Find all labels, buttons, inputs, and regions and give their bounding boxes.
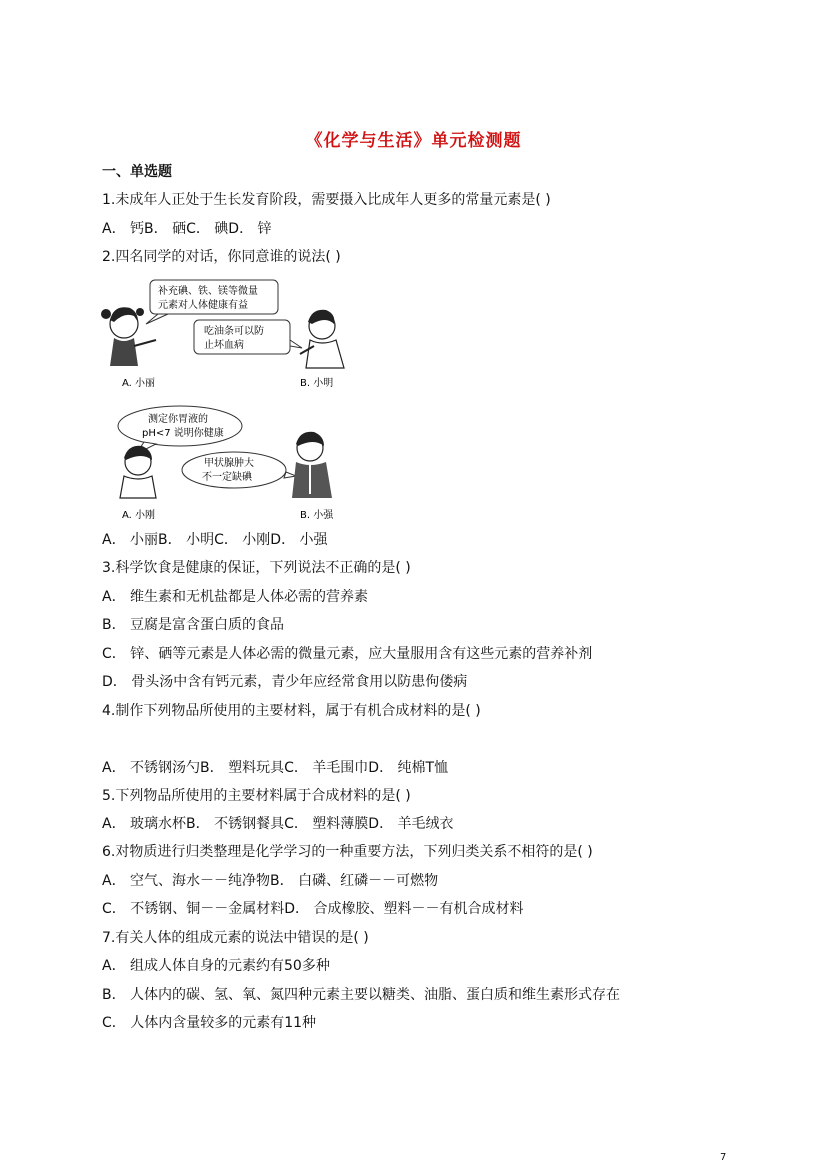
q3-option-c: C． 锌、硒等元素是人体必需的微量元素，应大量服用含有这些元素的营养补剂 [102, 646, 593, 662]
label-c: A. 小刚 [122, 510, 156, 521]
label-a: A. 小丽 [122, 378, 156, 389]
q7-option-a: A． 组成人体自身的元素约有50多种 [102, 958, 330, 974]
q3-option-d: D． 骨头汤中含有钙元素，青少年应经常食用以防患佝偻病 [102, 674, 468, 690]
q6-stem: 6.对物质进行归类整理是化学学习的一种重要方法，下列归类关系不相符的是( ) [102, 844, 593, 860]
bubble3-line1: 测定你胃液的 [148, 414, 208, 425]
q4-stem: 4.制作下列物品所使用的主要材料，属于有机合成材料的是( ) [102, 703, 481, 719]
q7-option-c: C． 人体内含量较多的元素有11种 [102, 1015, 317, 1031]
q1-options: A． 钙B． 硒C． 碘D． 锌 [102, 221, 272, 237]
bubble2-line1: 吃油条可以防 [204, 326, 264, 337]
bubble1-line1: 补充碘、铁、镁等微量 [158, 286, 258, 297]
dialogue-illustration [100, 276, 360, 526]
q6-options-cd: C． 不锈钢、铜－－金属材料D． 合成橡胶、塑料－－有机合成材料 [102, 901, 524, 917]
bubble1-line2: 元素对人体健康有益 [158, 300, 248, 311]
girl-figure-icon [101, 307, 156, 366]
q7-option-b: B． 人体内的碳、氢、氧、氮四种元素主要以糖类、油脂、蛋白质和维生素形式存在 [102, 987, 621, 1003]
q5-stem: 5.下列物品所使用的主要材料属于合成材料的是( ) [102, 788, 411, 804]
bubble2-line2: 止坏血病 [204, 340, 244, 351]
student-gang-icon [120, 446, 156, 498]
document-title: 《化学与生活》单元检测题 [305, 131, 522, 151]
q2-options: A． 小丽B． 小明C． 小刚D． 小强 [102, 532, 328, 548]
q5-options: A． 玻璃水杯B． 不锈钢餐具C． 塑料薄膜D． 羊毛绒衣 [102, 816, 454, 832]
label-b: B. 小明 [300, 378, 334, 389]
speech-bubble-3 [118, 406, 242, 446]
bubble4-line2: 不一定缺碘 [202, 472, 252, 483]
page-number: 7 [720, 1152, 727, 1163]
q1-stem: 1.未成年人正处于生长发育阶段，需要摄入比成年人更多的常量元素是( ) [102, 192, 551, 208]
bubble3-line2: pH<7 说明你健康 [142, 428, 224, 439]
q3-option-b: B． 豆腐是富含蛋白质的食品 [102, 617, 285, 633]
section-heading: 一、单选题 [102, 164, 172, 180]
student-qiang-icon [292, 432, 332, 498]
q2-figure [100, 276, 360, 530]
q7-stem: 7.有关人体的组成元素的说法中错误的是( ) [102, 930, 369, 946]
q3-stem: 3.科学饮食是健康的保证，下列说法不正确的是( ) [102, 560, 411, 576]
q3-option-a: A． 维生素和无机盐都是人体必需的营养素 [102, 589, 369, 605]
boy-figure-icon [300, 310, 344, 368]
q4-options: A． 不锈钢汤勺B． 塑料玩具C． 羊毛围巾D． 纯棉T恤 [102, 760, 449, 776]
bubble4-line1: 甲状腺肿大 [204, 458, 254, 469]
q6-options-ab: A． 空气、海水－－纯净物B． 白磷、红磷－－可燃物 [102, 873, 439, 889]
label-d: B. 小强 [300, 510, 334, 521]
q2-stem: 2.四名同学的对话，你同意谁的说法( ) [102, 249, 341, 265]
